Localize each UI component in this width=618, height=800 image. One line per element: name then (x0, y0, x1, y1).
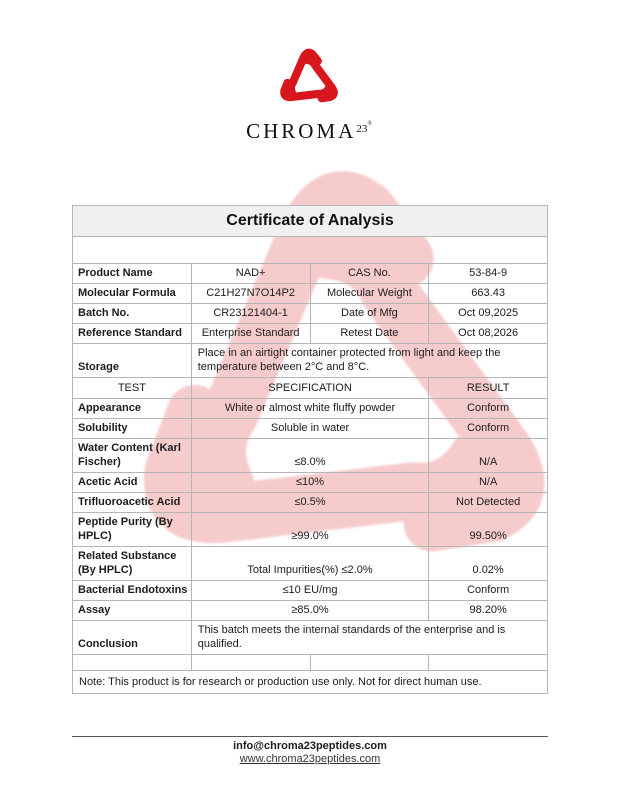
conclusion-label-cell: Conclusion (73, 621, 192, 655)
info-row (73, 304, 548, 324)
field-value-cell: Oct 09,2025 (429, 304, 548, 324)
field-label-cell: Molecular Formula (73, 284, 192, 304)
result-cell: 98.20% (429, 601, 548, 621)
spacer-cell (73, 655, 192, 671)
test-row (73, 439, 548, 473)
result-cell: Conform (429, 419, 548, 439)
test-header-row (73, 378, 548, 399)
spacer-cell (310, 655, 429, 671)
storage-value-cell: Place in an airtight container protected from light and keep the temperature between 2°C and 8°C. (191, 344, 547, 378)
conclusion-row (73, 621, 548, 655)
footer-divider (72, 736, 548, 737)
coa-table (72, 205, 548, 694)
certificate-title: Certificate of Analysis (73, 206, 548, 237)
footer-website-link[interactable]: www.chroma23peptides.com (239, 753, 381, 765)
field-label-cell: Molecular Weight (310, 284, 429, 304)
spacer-row (73, 237, 548, 264)
result-cell: 99.50% (429, 513, 548, 547)
field-value-cell: CR23121404-1 (191, 304, 310, 324)
field-value-cell: NAD+ (191, 264, 310, 284)
spacer-cell (73, 237, 548, 264)
brand-header (0, 0, 618, 142)
info-row (73, 324, 548, 344)
specification-cell: ≤10% (191, 473, 429, 493)
result-cell: Conform (429, 399, 548, 419)
field-label-cell: Product Name (73, 264, 192, 284)
test-name-cell: Water Content (Karl Fischer) (73, 439, 192, 473)
specification-cell: Total Impurities(%) ≤2.0% (191, 547, 429, 581)
test-row (73, 581, 548, 601)
spacer-cell (429, 655, 548, 671)
spacer-cell (191, 655, 310, 671)
test-name-cell: Related Substance (By HPLC) (73, 547, 192, 581)
specification-cell: ≥99.0% (191, 513, 429, 547)
storage-row (73, 344, 548, 378)
note-row (73, 671, 548, 694)
test-name-cell: Solubility (73, 419, 192, 439)
specification-cell: ≤8.0% (191, 439, 429, 473)
specification-cell: ≤0.5% (191, 493, 429, 513)
test-row (73, 601, 548, 621)
info-row (73, 284, 548, 304)
result-cell: 0.02% (429, 547, 548, 581)
result-cell: N/A (429, 473, 548, 493)
note-cell: Note: This product is for research or production use only. Not for direct human use. (73, 671, 548, 694)
chroma-logo-icon (273, 44, 345, 112)
conclusion-value-cell: This batch meets the internal standards of the enterprise and is qualified. (191, 621, 547, 655)
field-label-cell: Storage (73, 344, 192, 378)
specification-cell: ≥85.0% (191, 601, 429, 621)
test-row (73, 547, 548, 581)
test-row (73, 399, 548, 419)
page-footer (72, 736, 548, 765)
specification-cell: Soluble in water (191, 419, 429, 439)
specification-cell: White or almost white fluffy powder (191, 399, 429, 419)
field-value-cell: 663.43 (429, 284, 548, 304)
brand-number: 23 (356, 123, 368, 135)
result-cell: Not Detected (429, 493, 548, 513)
footer-email: info@chroma23peptides.com (233, 740, 387, 752)
test-name-cell: Trifluoroacetic Acid (73, 493, 192, 513)
test-row (73, 513, 548, 547)
field-value-cell: 53-84-9 (429, 264, 548, 284)
result-cell: N/A (429, 439, 548, 473)
field-label-cell: Retest Date (310, 324, 429, 344)
field-label-cell: Date of Mfg (310, 304, 429, 324)
test-row (73, 473, 548, 493)
brand-wordmark (0, 113, 618, 142)
test-name-cell: Bacterial Endotoxins (73, 581, 192, 601)
test-row (73, 419, 548, 439)
result-header-cell: RESULT (429, 378, 548, 399)
result-cell: Conform (429, 581, 548, 601)
specification-cell: ≤10 EU/mg (191, 581, 429, 601)
registered-mark: ® (367, 121, 372, 127)
field-value-cell: Enterprise Standard (191, 324, 310, 344)
field-label-cell: Batch No. (73, 304, 192, 324)
test-name-cell: Assay (73, 601, 192, 621)
test-name-cell: Peptide Purity (By HPLC) (73, 513, 192, 547)
footer-website (72, 753, 548, 765)
specification-header-cell: SPECIFICATION (191, 378, 429, 399)
info-row (73, 264, 548, 284)
field-value-cell: C21H27N7O14P2 (191, 284, 310, 304)
field-label-cell: CAS No. (310, 264, 429, 284)
test-name-cell: Appearance (73, 399, 192, 419)
test-header-cell: TEST (73, 378, 192, 399)
brand-name: CHROMA (246, 119, 357, 143)
test-row (73, 493, 548, 513)
test-name-cell: Acetic Acid (73, 473, 192, 493)
spacer-row (73, 655, 548, 671)
field-value-cell: Oct 08,2026 (429, 324, 548, 344)
title-row (73, 206, 548, 237)
field-label-cell: Reference Standard (73, 324, 192, 344)
